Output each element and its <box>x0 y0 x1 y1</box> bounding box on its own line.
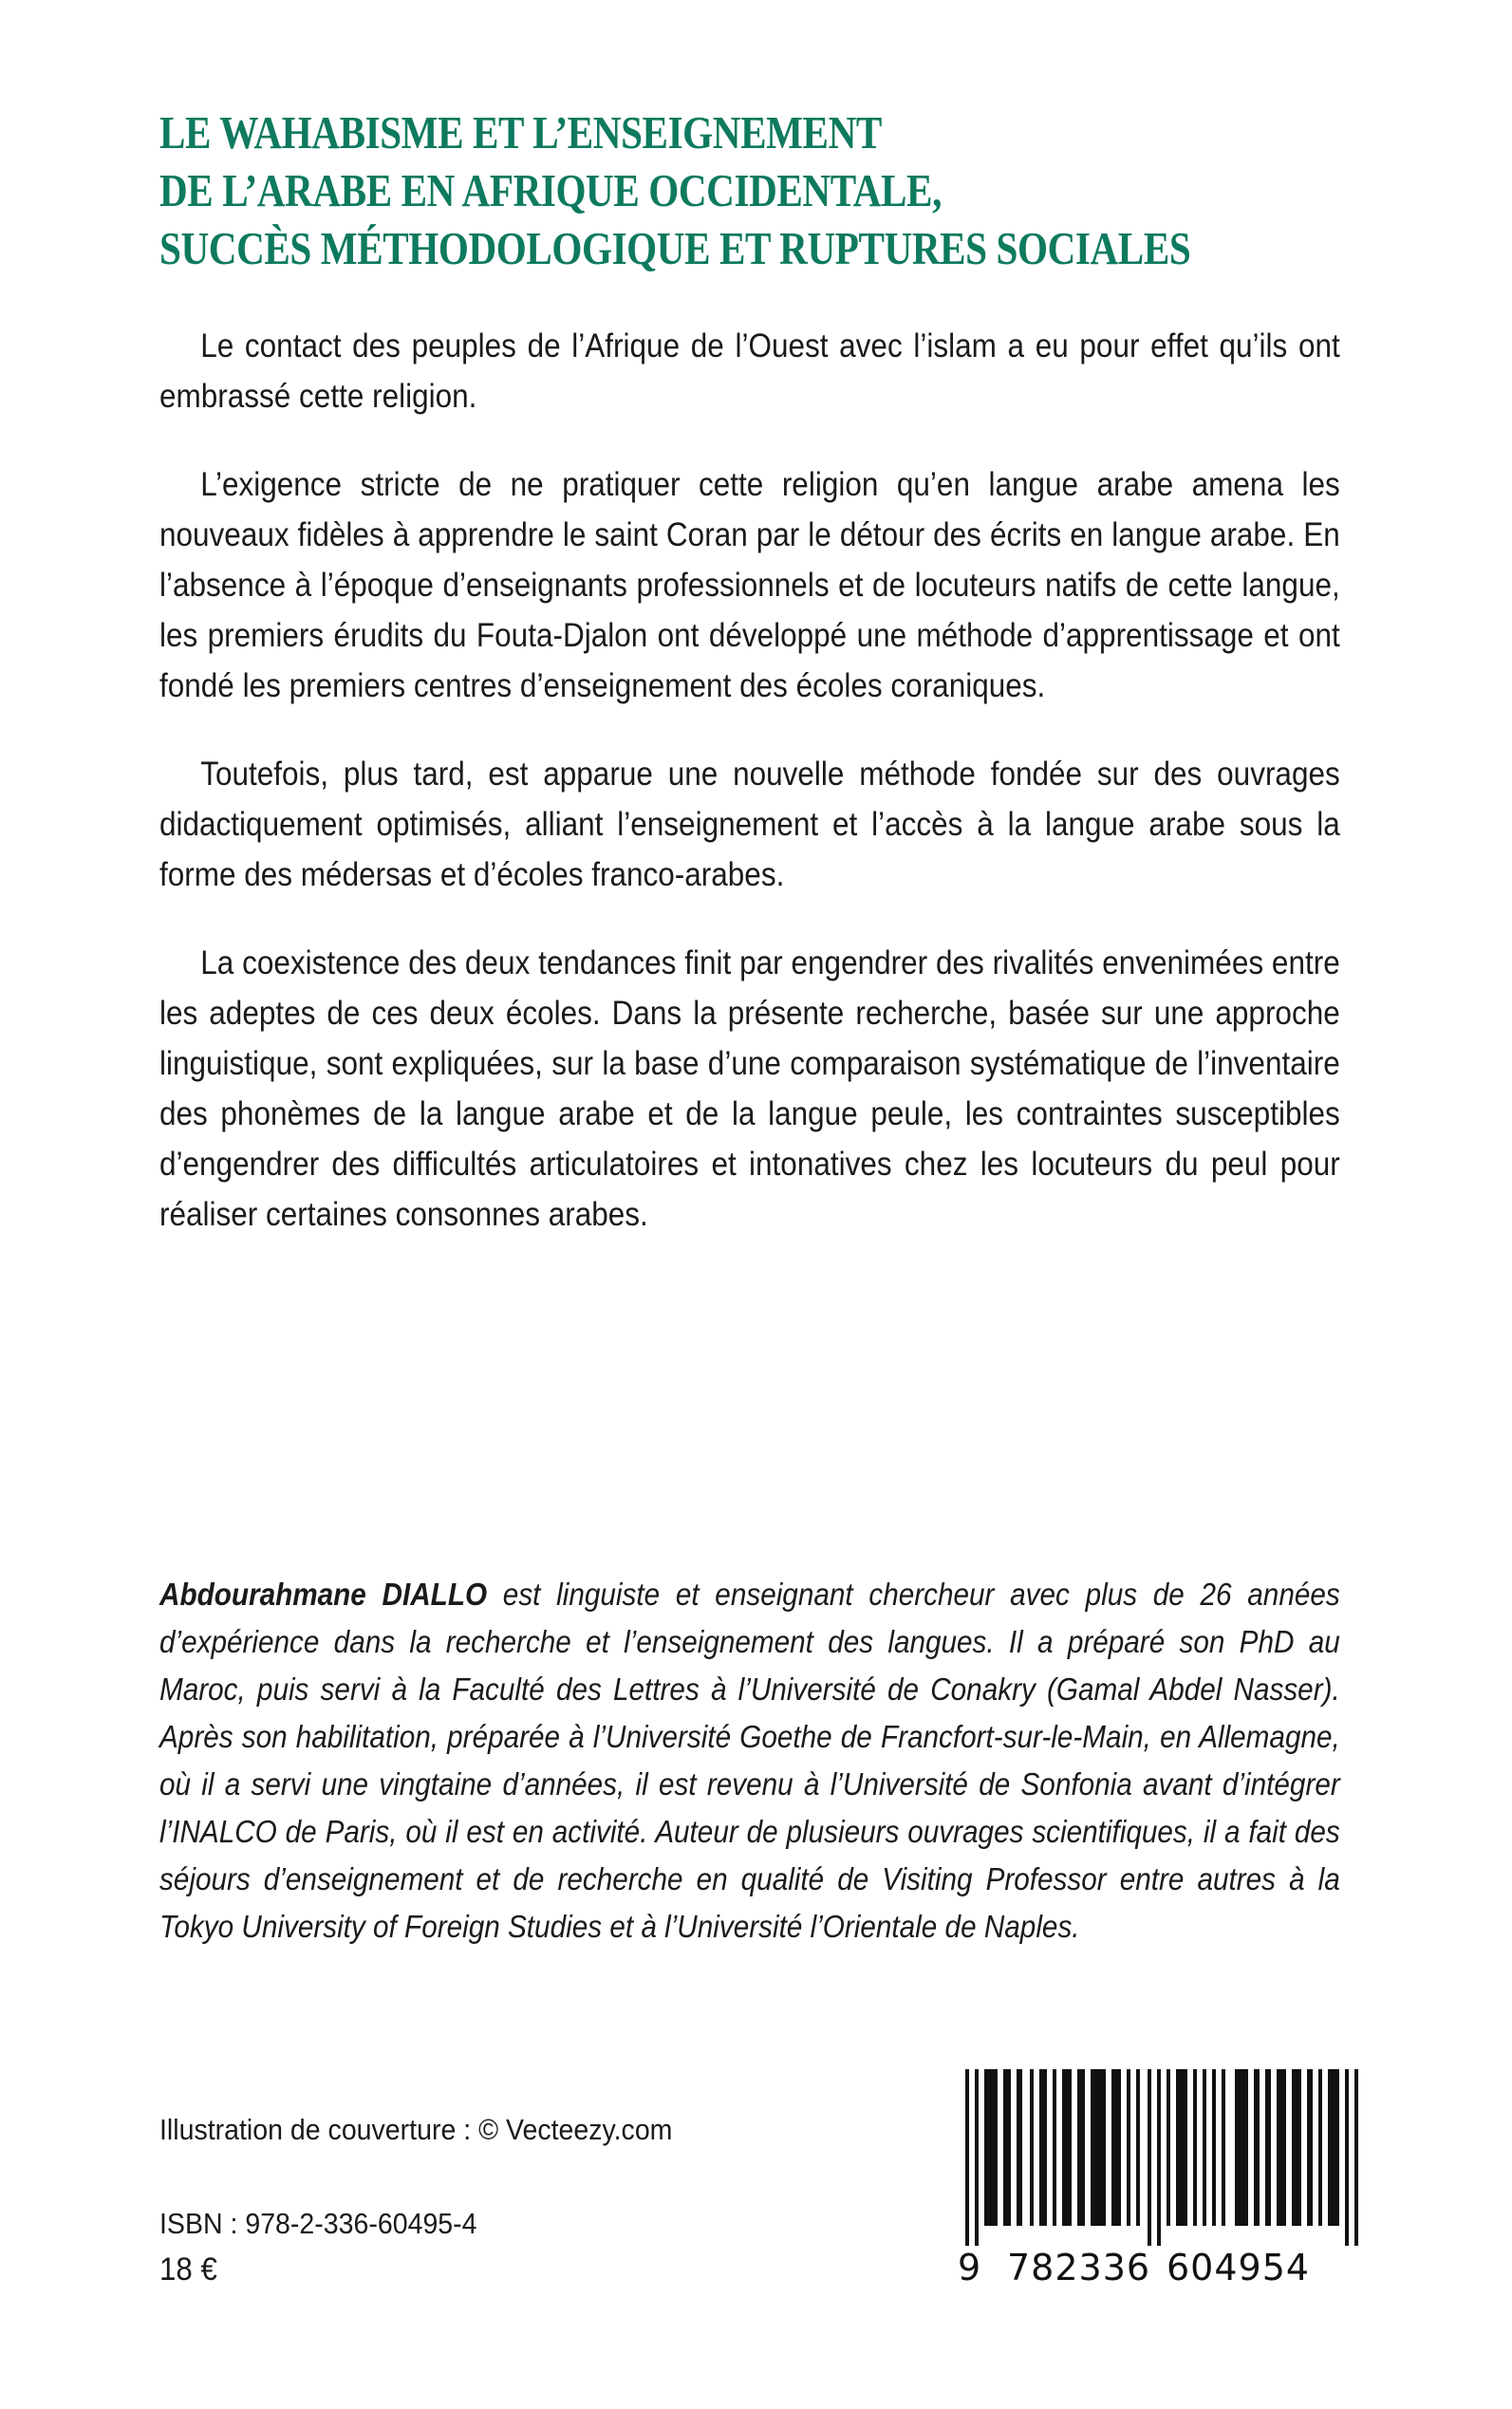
barcode-digits-middle: 782336 <box>1007 2247 1151 2288</box>
barcode-bars <box>961 2069 1341 2226</box>
book-title <box>159 106 1223 280</box>
footer-left-column <box>159 2112 881 2290</box>
title-line-2: DE L’ARABE EN AFRIQUE OCCIDENTALE, <box>159 164 942 216</box>
blurb-paragraph-4: La coexistence des deux tendances finit par engendrer des rivalités envenimées entre les adeptes de ces deux écoles. Dans la présente recherche, basée sur une approche linguistique, sont expliquées, sur la base d’une comparaison systématique de l’inventaire des phonèmes de la langue arabe et de la langue peule, les contraintes susceptibles d’engendrer des difficultés articulatoires et intonatives chez les locuteurs du peul pour réaliser certaines consonnes arabes. <box>159 944 1340 1233</box>
barcode-digit-left: 9 <box>958 2247 982 2288</box>
price-label: 18 € <box>159 2251 217 2288</box>
blurb-paragraph-2: L’exigence stricte de ne pratiquer cette religion qu’en langue arabe amena les nouveaux fidèles à apprendre le saint Coran par le détour des écrits en langue arabe. En l’absence à l’époque d’enseignants professionnels et de locuteurs natifs de cette langue, les premiers érudits du Fouta-Djalon ont développé une méthode d’apprentissage et ont fondé les premiers centres d’enseignement des écoles coraniques. <box>159 466 1340 704</box>
cover-illustration-credit: Illustration de couverture : © Vecteezy.com <box>159 2113 673 2146</box>
isbn-barcode <box>958 2069 1341 2288</box>
author-bio-paragraph <box>159 1571 1340 1951</box>
title-line-3: SUCCÈS MÉTHODOLOGIQUE ET RUPTURES SOCIALES <box>159 222 1191 274</box>
author-bio-body: est linguiste et enseignant chercheur avec plus de 26 années d’expérience dans la recherche et l’enseignement des langues. Il a préparé son PhD au Maroc, puis servi à la Faculté des Lettres à l’Université de Conakry (Gamal Abdel Nasser). Après son habilitation, préparée à l’Université Goethe de Francfort-sur-le-Main, en Allemagne, où il a servi une vingtaine d’années, il est revenu à l’Université de Sonfonia avant d’intégrer l’INALCO de Paris, où il est en activité. Auteur de plusieurs ouvrages scientifiques, il a fait des séjours d’enseignement et de recherche en qualité de Visiting Professor entre autres à la Tokyo University of Foreign Studies et à l’Université l’Orientale de Naples. <box>159 1577 1340 1944</box>
blurb-paragraph-3: Toutefois, plus tard, est apparue une nouvelle méthode fondée sur des ouvrages didactiquement optimisés, alliant l’enseignement et l’accès à la langue arabe sous la forme des médersas et d’écoles franco-arabes. <box>159 756 1340 893</box>
isbn-label: ISBN : 978-2-336-60495-4 <box>159 2207 477 2240</box>
author-name: Abdourahmane DIALLO <box>159 1577 488 1612</box>
blurb-paragraph-1: Le contact des peuples de l’Afrique de l’Ouest avec l’islam a eu pour effet qu’ils ont embrassé cette religion. <box>159 327 1340 415</box>
blurb-text <box>159 321 1341 1240</box>
barcode-digits-right: 604954 <box>1167 2247 1311 2288</box>
author-bio <box>159 1571 1341 1951</box>
barcode-digits <box>958 2247 1341 2288</box>
title-line-1: LE WAHABISME ET L’ENSEIGNEMENT <box>159 106 882 159</box>
